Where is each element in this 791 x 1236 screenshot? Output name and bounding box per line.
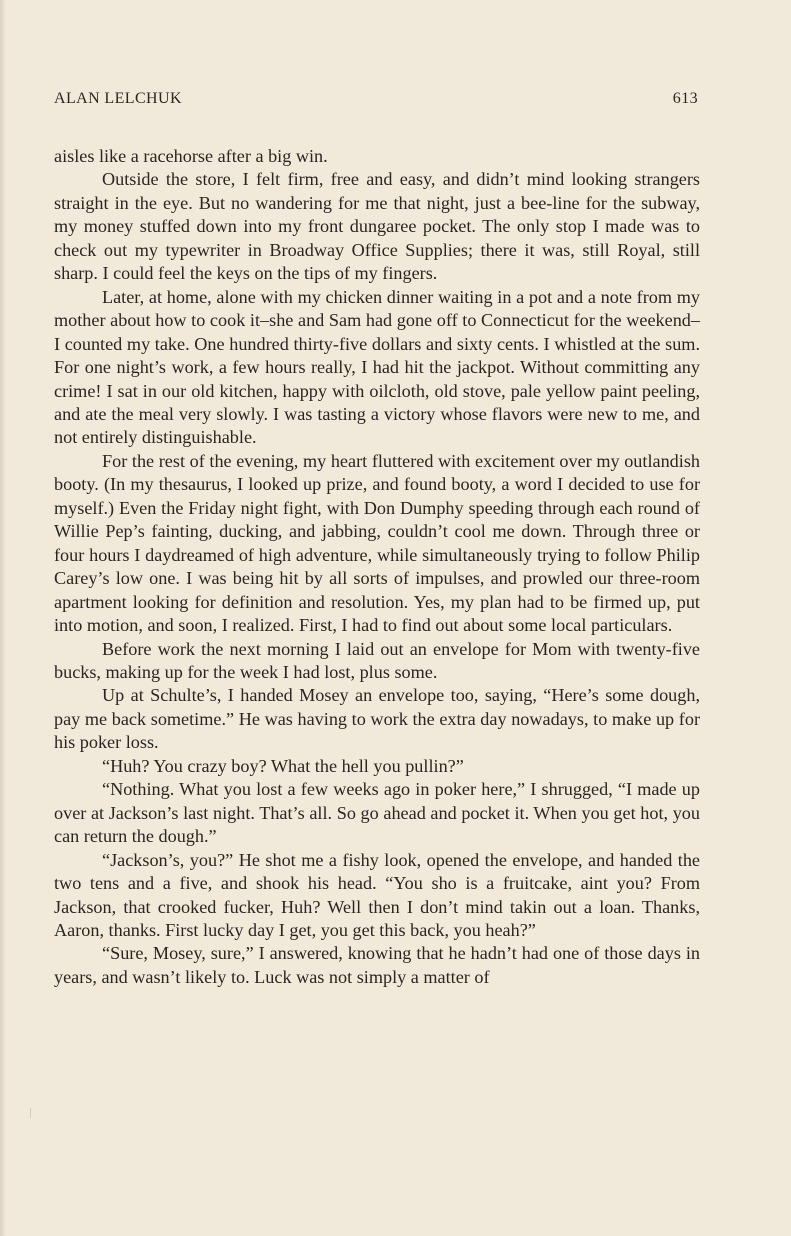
running-head-author: ALAN LELCHUK xyxy=(54,90,182,107)
paragraph-continued: aisles like a racehorse after a big win. xyxy=(54,146,328,166)
paragraph: Up at Schulte’s, I handed Mosey an envelope too, saying, “Here’s some dough, pay me back sometime.” He was having to work the extra day nowadays, to make up for his poker loss. xyxy=(54,685,700,753)
margin-mark xyxy=(30,1108,31,1118)
paragraph: “Jackson’s, you?” He shot me a fishy look, opened the envelope, and handed the two tens and a five, and shook his head. “You sho is a fruitcake, aint you? From Jackson, that crooked fucker, Huh? Well then I don’t mind takin out a loan. Thanks, Aaron, thanks. First lucky day I get, you get this back, you heah?” xyxy=(54,849,700,940)
paragraph: “Nothing. What you lost a few weeks ago in poker here,” I shrugged, “I made up over at Jackson’s last night. That’s all. So go ahead and pocket it. When you get hot, you can return the dough.” xyxy=(54,779,700,847)
paragraph: Before work the next morning I laid out an envelope for Mom with twenty-five bucks, making up for the week I had lost, plus some. xyxy=(54,638,700,682)
paragraph: “Sure, Mosey, sure,” I answered, knowing that he hadn’t had one of those days in years, and wasn’t likely to. Luck was not simply a matter of xyxy=(54,943,700,987)
page-number: 613 xyxy=(672,90,698,107)
running-head xyxy=(54,90,698,114)
paragraph: Later, at home, alone with my chicken dinner waiting in a pot and a note from my mother about how to cook it–she and Sam had gone off to Connecticut for the weekend–I counted my take. One hundred thirty-five dollars and sixty cents. I whistled at the sum. For one night’s work, a few hours really, I had hit the jackpot. Without committing any crime! I sat in our old kitchen, happy with oilcloth, old stove, pale yellow paint peeling, and ate the meal very slowly. I was tasting a victory whose flavors were new to me, and not entirely distinguishable. xyxy=(54,286,700,448)
paragraph: Outside the store, I felt firm, free and easy, and didn’t mind looking strangers straight in the eye. But no wandering for me that night, just a bee-line for the subway, my money stuffed down into my front dungaree pocket. The only stop I made was to check out my typewriter in Broadway Office Supplies; there it was, still Royal, still sharp. I could feel the keys on the tips of my fingers. xyxy=(54,169,700,284)
paragraph: “Huh? You crazy boy? What the hell you pullin?” xyxy=(102,755,464,776)
page-edge-shadow xyxy=(0,0,6,1236)
body-text xyxy=(54,145,700,989)
paragraph: For the rest of the evening, my heart fluttered with excitement over my outlandish booty. (In my thesaurus, I looked up prize, and found booty, a word I decided to use for myself.) Even the Friday night fight, with Don Dumphy speeding through each round of Willie Pep’s fainting, ducking, and jabbing, couldn’t cool me down. Through three or four hours I daydreamed of high adventure, while simultaneously trying to follow Philip Carey’s low one. I was being hit by all sorts of impulses, and prowled our three-room apartment looking for definition and resolution. Yes, my plan had to be firmed up, put into motion, and soon, I realized. First, I had to find out about some local particulars. xyxy=(54,450,700,636)
